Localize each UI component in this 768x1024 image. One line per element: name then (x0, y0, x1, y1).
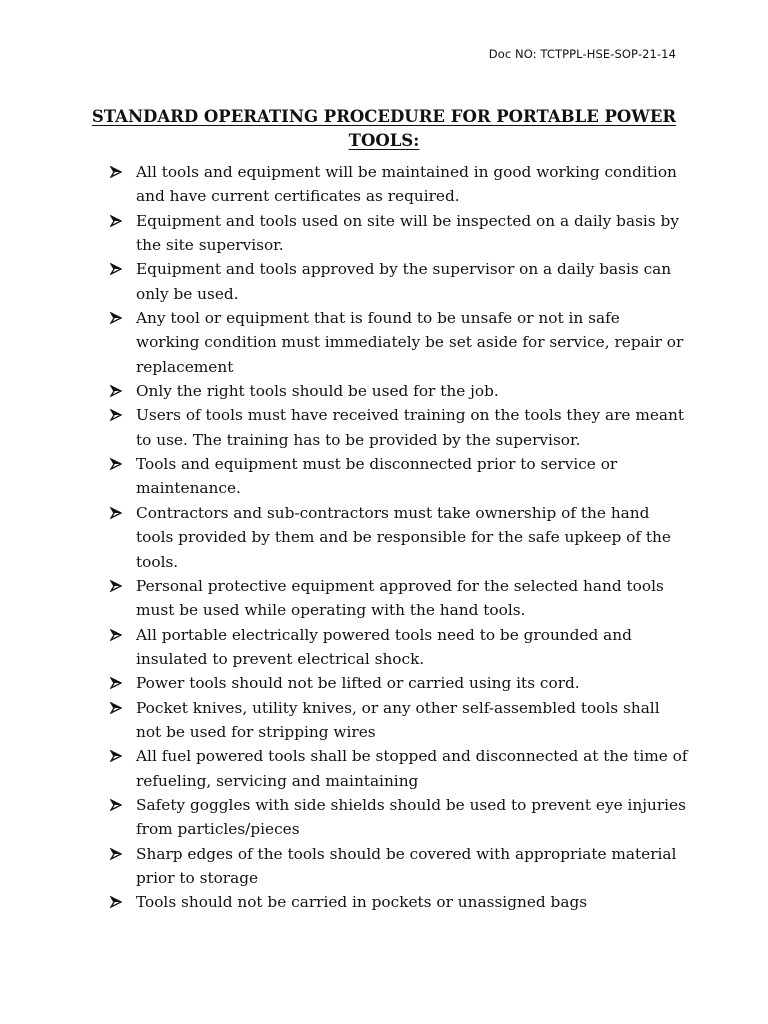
list-item (108, 501, 688, 574)
arrowhead-bullet-icon (110, 793, 124, 817)
list-item (108, 793, 688, 842)
list-item (108, 257, 688, 306)
arrowhead-bullet-icon (110, 842, 124, 866)
arrowhead-bullet-icon (110, 696, 124, 720)
arrowhead-bullet-icon (110, 379, 124, 403)
document-number: Doc NO: TCTPPL-HSE-SOP-21-14 (488, 47, 676, 61)
list-item-text: Sharp edges of the tools should be covered with appropriate material prior to storage (136, 844, 677, 887)
page-title: STANDARD OPERATING PROCEDURE FOR PORTABLE POWER TOOLS: (91, 107, 677, 151)
list-item (108, 671, 688, 695)
arrowhead-bullet-icon (110, 574, 124, 598)
list-item-text: Personal protective equipment approved for the selected hand tools must be used while operating with the hand tools. (136, 576, 664, 620)
arrowhead-bullet-icon (110, 744, 124, 768)
arrowhead-bullet-icon (110, 452, 124, 476)
arrowhead-bullet-icon (110, 890, 124, 914)
list-item-text: Safety goggles with side shields should be used to prevent eye injuries from particles/pieces (136, 795, 686, 839)
list-item-text: Equipment and tools used on site will be inspected on a daily basis by the site supervisor. (136, 211, 679, 255)
list-item-text: Tools should not be carried in pockets or unassigned bags (136, 893, 588, 912)
list-item-text: Any tool or equipment that is found to be unsafe or not in safe working condition must immediately be set aside for service, repair or replacement (136, 309, 684, 376)
arrowhead-bullet-icon (110, 501, 124, 525)
list-item-text: Only the right tools should be used for the job. (136, 382, 499, 401)
arrowhead-bullet-icon (110, 209, 124, 233)
procedure-list (108, 160, 688, 915)
list-item (108, 160, 688, 209)
list-item (108, 452, 688, 501)
list-item-text: Pocket knives, utility knives, or any other self-assembled tools shall not be used for stripping wires (136, 698, 660, 741)
list-item (108, 379, 688, 403)
arrowhead-bullet-icon (110, 623, 124, 647)
list-item-text: All portable electrically powered tools need to be grounded and insulated to prevent electrical shock. (136, 625, 632, 668)
arrowhead-bullet-icon (110, 306, 124, 330)
list-item (108, 306, 688, 379)
list-item (108, 209, 688, 258)
list-item (108, 890, 688, 914)
list-item-text: All fuel powered tools shall be stopped and disconnected at the time of refueling, servicing and maintaining (136, 747, 688, 790)
list-item (108, 403, 688, 452)
list-item (108, 623, 688, 672)
list-item-text: Contractors and sub-contractors must take ownership of the hand tools provided by them and be responsible for the safe upkeep of the tools. (136, 503, 671, 571)
arrowhead-bullet-icon (110, 403, 124, 427)
arrowhead-bullet-icon (110, 257, 124, 281)
list-item (108, 842, 688, 891)
list-item-text: Equipment and tools approved by the supervisor on a daily basis can only be used. (136, 260, 672, 303)
list-item-text: Tools and equipment must be disconnected prior to service or maintenance. (136, 455, 618, 498)
list-item-text: Power tools should not be lifted or carried using its cord. (136, 674, 580, 693)
list-item-text: All tools and equipment will be maintained in good working condition and have current certificates as required. (136, 163, 677, 206)
list-item (108, 744, 688, 793)
arrowhead-bullet-icon (110, 671, 124, 695)
list-item (108, 574, 688, 623)
list-item (108, 696, 688, 745)
list-item-text: Users of tools must have received training on the tools they are meant to use. The training has to be provided by the supervisor. (136, 406, 685, 449)
arrowhead-bullet-icon (110, 160, 124, 184)
